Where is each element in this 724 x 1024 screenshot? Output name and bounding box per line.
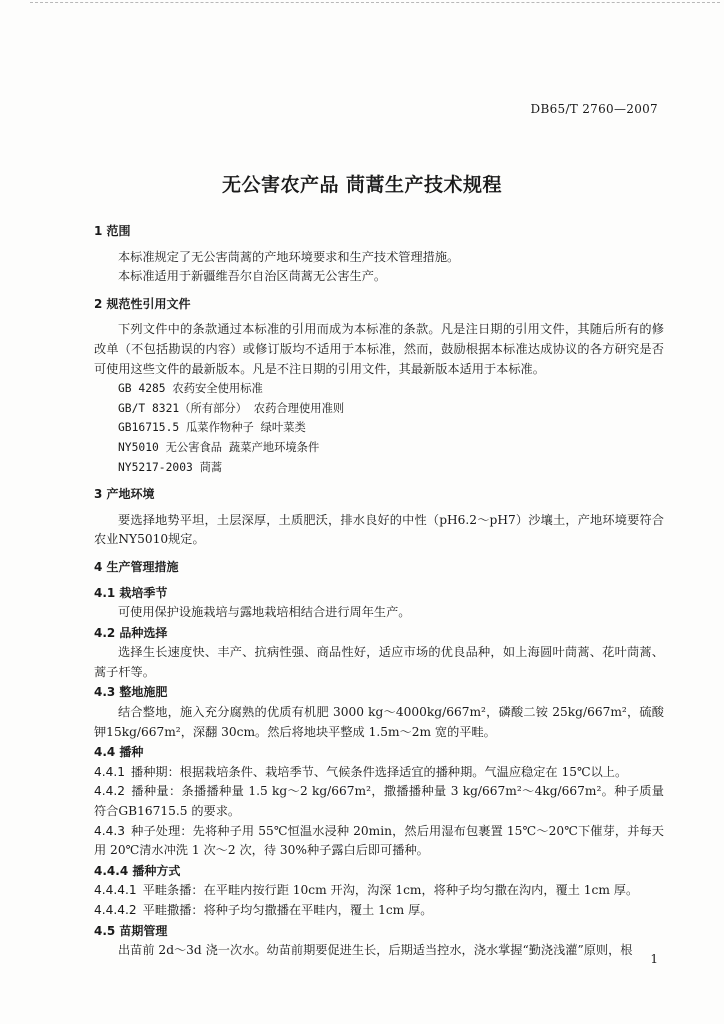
document-title: 无公害农产品 茼蒿生产技术规程 [221,174,503,196]
clause-text: 种子处理：先将种子用 55℃恒温水浸种 20min，然后用湿布包裹置 15℃～20℃下催芽，并每天用 20℃清水冲洗 1 次～2 次，待 30%种子露白后即可播种。 [94,823,664,858]
standard-code: DB65/T 2760—2007 [530,102,658,116]
reference-item: GB 4285 农药安全使用标准 [118,382,263,396]
section-3-heading: 3 产地环境 [94,487,155,502]
section-1-heading: 1 范围 [94,224,131,238]
clause-number: 4.4.2 [94,784,126,799]
clause-4-4-1 [94,763,664,783]
scan-edge-line [30,2,720,3]
clause-number: 4.4.4.1 [94,883,137,898]
section-4-4-4-heading: 4.4.4 播种方式 [94,863,181,878]
section-2-paragraph: 下列文件中的条款通过本标准的引用而成为本标准的条款。凡是注日期的引用文件，其随后所有的修改单（不包括勘误的内容）或修订版均不适用于本标准，然而，鼓励根据本标准达成协议的各方研究是否可使用这些文件的最新版本。凡是不注日期的引用文件，其最新版本适用于本标准。 [94,322,664,376]
section-4-4-heading: 4.4 播种 [94,745,144,760]
section-1-paragraph: 本标准适用于新疆维吾尔自治区茼蒿无公害生产。 [118,269,387,284]
page-number: 1 [650,952,658,966]
clause-text: 平畦撒播：将种子均匀撒播在平畦内，覆土 1cm 厚。 [142,903,433,917]
clause-4-4-3 [94,822,664,861]
reference-item: NY5010 无公害食品 蔬菜产地环境条件 [118,440,320,454]
document-body [94,222,664,961]
section-2-heading: 2 规范性引用文件 [94,296,191,311]
reference-item: GB/T 8321（所有部分） 农药合理使用准则 [118,401,345,415]
clause-text: 播种期：根据栽培条件、栽培季节、气候条件选择适宜的播种期。气温应稳定在 15℃以上。 [131,764,628,779]
clause-4-4-4-1 [94,881,664,901]
clause-number: 4.4.4.2 [94,903,137,917]
section-4-2-paragraph: 选择生长速度快、丰产、抗病性强、商品性好，适应市场的优良品种，如上海圆叶茼蒿、花叶茼蒿、蒿子杆等。 [94,645,664,679]
section-4-heading: 4 生产管理措施 [94,559,179,574]
clause-4-4-2 [94,782,664,821]
section-4-1-paragraph: 可使用保护设施栽培与露地栽培相结合进行周年生产。 [118,605,411,620]
section-1-paragraph: 本标准规定了无公害茼蒿的产地环境要求和生产技术管理措施。 [118,249,460,264]
section-3-paragraph: 要选择地势平坦，土层深厚，土质肥沃，排水良好的中性（pH6.2～pH7）沙壤土，产地环境要符合农业NY5010规定。 [94,512,664,547]
reference-item: NY5217-2003 茼蒿 [118,460,223,474]
section-4-3-heading: 4.3 整地施肥 [94,685,168,700]
clause-4-4-4-2 [94,901,664,921]
clause-text: 播种量：条播播种量 1.5 kg～2 kg/667m²，撒播播种量 3 kg/667m²～4kg/667m²。种子质量符合GB16715.5 的要求。 [94,784,664,819]
section-4-5-heading: 4.5 苗期管理 [94,923,168,938]
reference-item: GB16715.5 瓜菜作物种子 绿叶菜类 [118,421,306,435]
clause-number: 4.4.3 [94,823,126,838]
section-4-2-heading: 4.2 品种选择 [94,625,168,640]
section-4-5-paragraph: 出苗前 2d～3d 浇一次水。幼苗前期要促进生长，后期适当控水，浇水掌握“勤浇浅灌”原则，根 [118,943,633,958]
clause-number: 4.4.1 [94,764,126,779]
section-4-1-heading: 4.1 栽培季节 [94,585,168,600]
clause-text: 平畦条播：在平畦内按行距 10cm 开沟，沟深 1cm，将种子均匀撒在沟内，覆土 1cm 厚。 [142,883,639,898]
section-4-3-paragraph: 结合整地，施入充分腐熟的优质有机肥 3000 kg～4000kg/667m²，磷酸二铵 25kg/667m²，硫酸钾15kg/667m²，深翻 30cm。然后将地块平整成 1.5m～2m 宽的平畦。 [94,705,664,739]
